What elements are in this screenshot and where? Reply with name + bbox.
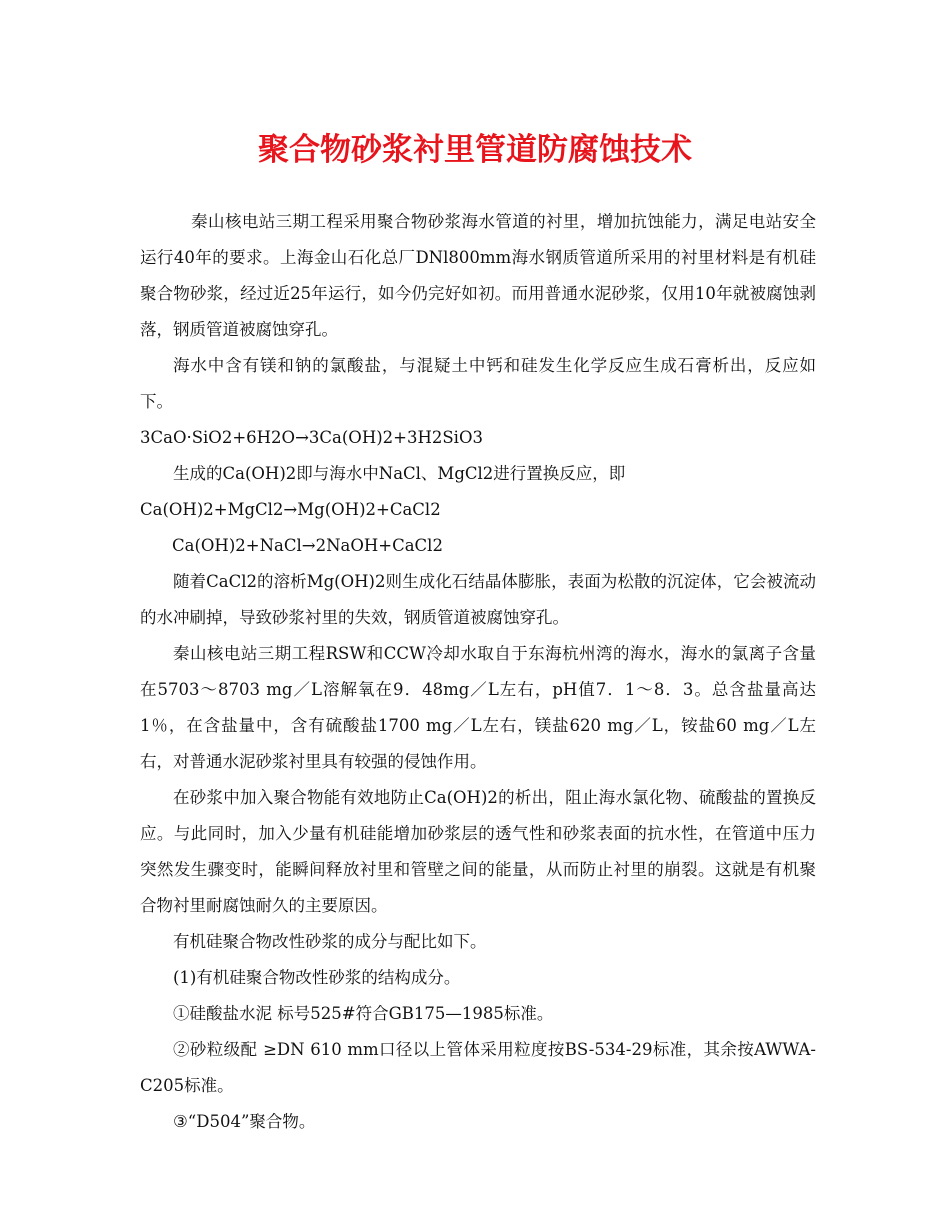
formula-gypsum: 3CaO·SiO2+6H2O→3Ca(OH)2+3H2SiO3	[140, 428, 483, 447]
formula-nacl: Ca(OH)2+NaCl→2NaOH+CaCl2	[172, 536, 443, 555]
document-body	[140, 204, 816, 1140]
paragraph-seawater-reaction: 海水中含有镁和钠的氯酸盐，与混疑土中钙和硅发生化学反应生成石膏析出，反应如下。	[140, 356, 816, 411]
paragraph-seawater-composition: 秦山核电站三期工程RSW和CCW冷却水取自于东海杭州湾的海水，海水的氯离子含量在5703～8703 mg／L溶解氧在9．48mg／L左右，pH值7．1～8．3。总含盐量高达1％，在含盐量中，含有硫酸盐1700 mg／L左右，镁盐620 mg／L，铵盐60 mg／L左右，对普通水泥砂浆衬里具有较强的侵蚀作用。	[140, 644, 816, 771]
list-item-cement: ①硅酸盐水泥 标号525#符合GB175—1985标准。	[173, 1004, 554, 1023]
paragraph-replacement-reaction: 生成的Ca(OH)2即与海水中NaCl、MgCl2进行置换反应，即	[173, 464, 626, 483]
paragraph-structure-heading: (1)有机硅聚合物改性砂浆的结构成分。	[173, 968, 461, 987]
list-item-polymer: ③“D504”聚合物。	[173, 1112, 316, 1131]
paragraph-failure: 随着CaCl2的溶析Mg(OH)2则生成化石结晶体膨胀，表面为松散的沉淀体，它会被流动的水冲刷掉，导致砂浆衬里的失效，钢质管道被腐蚀穿孔。	[140, 572, 816, 627]
paragraph-polymer-effect: 在砂浆中加入聚合物能有效地防止Ca(OH)2的析出，阻止海水氯化物、硫酸盐的置换反应。与此同时，加入少量有机硅能增加砂浆层的透气性和砂浆表面的抗水性，在管道中压力突然发生骤变时，能瞬间释放衬里和管壁之间的能量，从而防止衬里的崩裂。这就是有机聚合物衬里耐腐蚀耐久的主要原因。	[140, 788, 816, 915]
paragraph-composition-intro: 有机硅聚合物改性砂浆的成分与配比如下。	[173, 932, 487, 951]
paragraph-intro: 秦山核电站三期工程采用聚合物砂浆海水管道的衬里，增加抗蚀能力，满足电站安全运行40年的要求。上海金山石化总厂DNl800mm海水钢质管道所采用的衬里材料是有机硅聚合物砂浆，经过近25年运行，如今仍完好如初。而用普通水泥砂浆，仅用10年就被腐蚀剥落，钢质管道被腐蚀穿孔。	[140, 212, 816, 339]
list-item-sand-grading: ②砂粒级配 ≥DN 610 mm口径以上管体采用粒度按BS-534-29标准，其余按AWWA-C205标准。	[140, 1040, 816, 1095]
document-title: 聚合物砂浆衬里管道防腐蚀技术	[258, 132, 692, 168]
formula-mgcl2: Ca(OH)2+MgCl2→Mg(OH)2+CaCl2	[140, 500, 441, 519]
